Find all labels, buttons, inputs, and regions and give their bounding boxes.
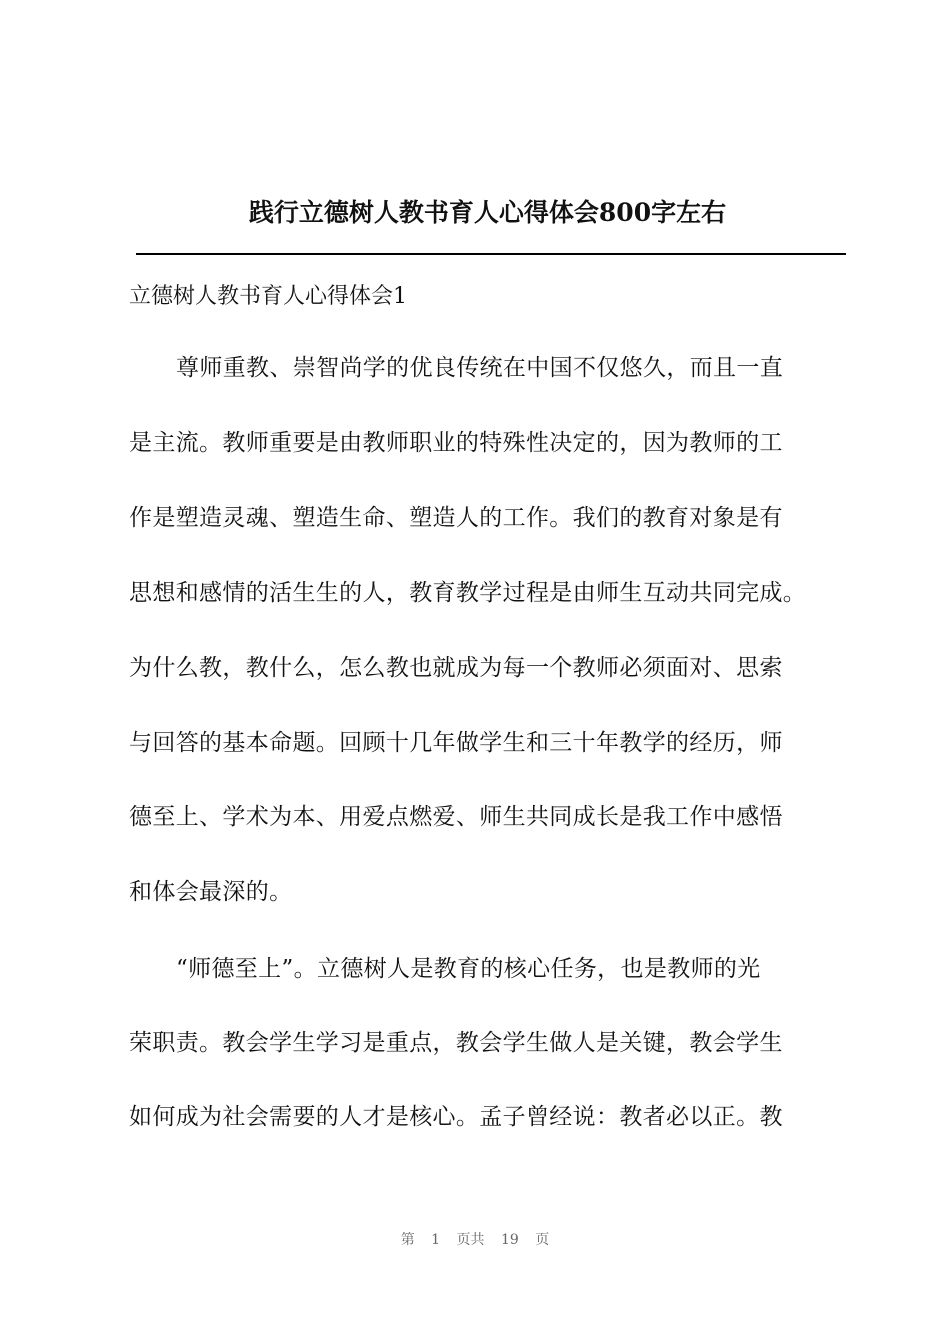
paragraph-line: 作是塑造灵魂、塑造生命、塑造人的工作。我们的教育对象是有 (129, 505, 783, 531)
section-heading: 立德树人教书育人心得体会1 (129, 284, 407, 309)
paragraph-line: 与回答的基本命题。回顾十几年做学生和三十年教学的经历，师 (129, 730, 783, 756)
document-title: 践行立德树人教书育人心得体会800字左右 (248, 198, 727, 227)
paragraph-line: 尊师重教、崇智尚学的优良传统在中国不仅悠久，而且一直 (176, 355, 784, 381)
paragraph-line: 荣职责。教会学生学习是重点，教会学生做人是关键，教会学生 (129, 1030, 783, 1056)
paragraph-line: 如何成为社会需要的人才是核心。孟子曾经说：教者必以正。教 (129, 1104, 783, 1130)
paragraph-line: “师德至上”。立德树人是教育的核心任务，也是教师的光 (176, 956, 761, 982)
page-footer: 第 1 页共 19 页 (400, 1232, 550, 1248)
paragraph-line: 是主流。教师重要是由教师职业的特殊性决定的，因为教师的工 (129, 430, 783, 456)
paragraph-line: 思想和感情的活生生的人，教育教学过程是由师生互动共同完成。 (129, 580, 807, 606)
title-underline-rule (136, 253, 846, 255)
paragraph-line: 为什么教，教什么，怎么教也就成为每一个教师必须面对、思索 (129, 655, 783, 681)
paragraph-line: 和体会最深的。 (129, 879, 293, 905)
paragraph-line: 德至上、学术为本、用爱点燃爱、师生共同成长是我工作中感悟 (129, 804, 783, 830)
